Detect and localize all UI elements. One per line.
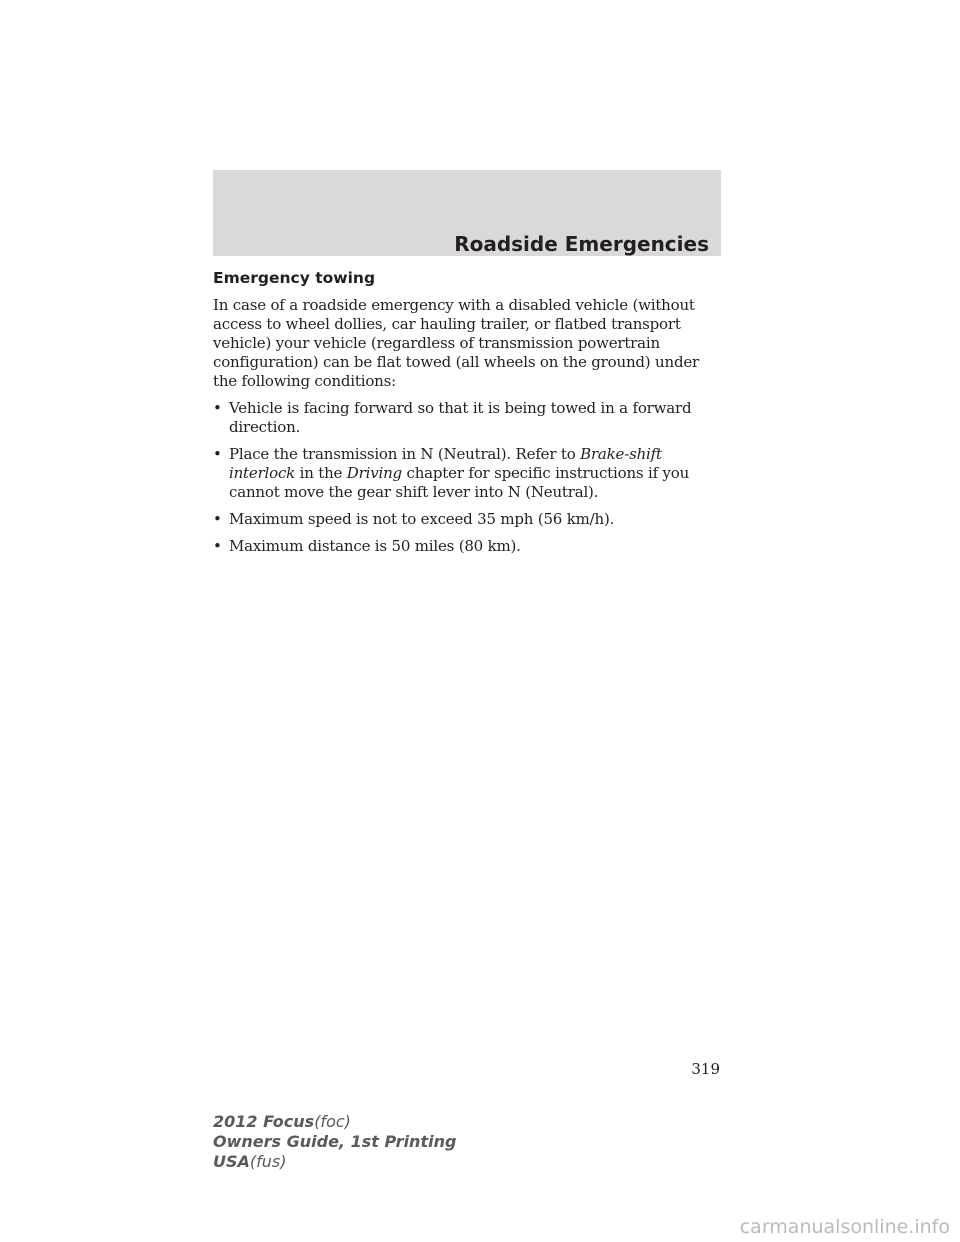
- bullet-icon: •: [213, 537, 222, 555]
- driving-chapter-reference: Driving: [346, 464, 402, 482]
- section-title: Roadside Emergencies: [454, 232, 709, 256]
- footer-market: USA: [213, 1152, 250, 1171]
- section-header-band: [213, 170, 721, 256]
- emergency-towing-heading: Emergency towing: [213, 269, 376, 287]
- list-item: [213, 399, 723, 437]
- brake-shift-interlock-reference: Brake-shift interlock: [229, 445, 662, 482]
- bullet-text-part: chapter for specific instructions if you cannot move the gear shift lever into N (Neutral).: [229, 464, 690, 501]
- list-item: [213, 445, 723, 502]
- footer-model: 2012 Focus: [213, 1112, 315, 1131]
- watermark: carmanualsonline.info: [739, 1216, 950, 1238]
- page-number: 319: [691, 1060, 720, 1078]
- bullet-text-part: in the: [295, 464, 347, 482]
- bullet-text: Maximum distance is 50 miles (80 km).: [229, 537, 521, 555]
- bullet-icon: •: [213, 399, 222, 417]
- footer-line-market: [213, 1152, 456, 1172]
- bullet-text: Vehicle is facing forward so that it is being towed in a forward direction.: [229, 399, 692, 436]
- bullet-icon: •: [213, 445, 222, 463]
- footer-line-model: [213, 1112, 456, 1132]
- bullet-text-part: Place the transmission in N (Neutral). Refer to: [229, 445, 581, 463]
- footer-line-guide: Owners Guide, 1st Printing: [213, 1132, 457, 1151]
- bullet-text: Maximum speed is not to exceed 35 mph (56 km/h).: [229, 510, 615, 528]
- towing-conditions-list: [213, 399, 723, 556]
- page-content: [213, 268, 723, 564]
- document-footer: [213, 1112, 456, 1172]
- footer-model-code: (foc): [314, 1112, 351, 1131]
- bullet-icon: •: [213, 510, 222, 528]
- footer-market-code: (fus): [249, 1152, 287, 1171]
- intro-paragraph: In case of a roadside emergency with a disabled vehicle (without access to wheel dollies, car hauling trailer, or flatbed transport vehicle) your vehicle (regardless of transmission powertrain configuration) can be flat towed (all wheels on the ground) under the following conditions:: [213, 296, 699, 390]
- list-item: [213, 510, 723, 529]
- list-item: [213, 537, 723, 556]
